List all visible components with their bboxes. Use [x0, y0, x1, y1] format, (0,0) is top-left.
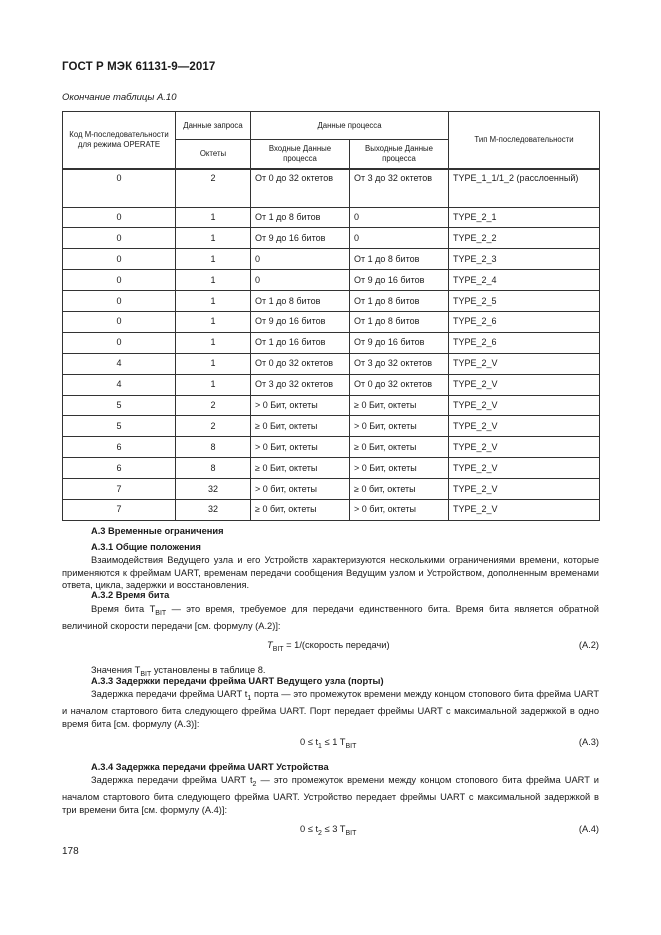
section-a34-text: Задержка передачи фрейма UART $t_2$ — это промежуток времени между концом стопового бита фрейма UART и началом стартового бита следующего фрейма UART. Устройство передает фреймы UART с максимальной задержкой в три времени бита [см. формулу (А.4)]:: [62, 775, 599, 816]
input-pd-cell: От 1 до 8 битов: [251, 207, 350, 228]
mseq-type-cell: TYPE_2_V: [449, 479, 600, 500]
values-note: Значения $T_{BIT}$ установлены в таблице 8.: [91, 665, 266, 678]
header-mseq-type: Тип M-последовательности: [449, 112, 600, 169]
formula-a2-number: (А.2): [578, 640, 599, 650]
input-pd-cell: От 0 до 32 октетов: [251, 169, 350, 208]
input-pd-cell: 0: [251, 249, 350, 270]
output-pd-cell: От 9 до 16 битов: [350, 332, 449, 353]
table-caption: Окончание таблицы А.10: [62, 92, 177, 103]
header-mseq-code: Код M-последовательности для режима OPERATE: [63, 112, 176, 169]
standard-header: ГОСТ Р МЭК 61131-9—2017: [62, 61, 216, 73]
output-pd-cell: От 3 до 32 октетов: [350, 169, 449, 208]
formula-a2: $T_{BIT}$ = 1/(скорость передачи): [267, 640, 390, 653]
section-a3-title: А.3 Временные ограничения: [91, 526, 224, 536]
table-row: [63, 479, 600, 500]
table-body: [63, 169, 600, 521]
table-row: [63, 332, 600, 353]
input-pd-cell: 0: [251, 270, 350, 291]
table-row: [63, 207, 600, 228]
mseq-type-cell: TYPE_2_V: [449, 416, 600, 437]
page-number: 178: [62, 846, 79, 857]
octets-cell: 8: [176, 458, 251, 479]
octets-cell: 2: [176, 416, 251, 437]
section-a33-title: А.3.3 Задержки передачи фрейма UART Ведущего узла (порты): [91, 676, 384, 686]
table-row: [63, 458, 600, 479]
output-pd-cell: От 1 до 8 битов: [350, 311, 449, 332]
mseq-code-cell: 5: [63, 416, 176, 437]
octets-cell: 8: [176, 437, 251, 458]
mseq-type-cell: TYPE_2_V: [449, 353, 600, 374]
section-a31-text: Взаимодействия Ведущего узла и его Устройств характеризуются несколькими ограничениями времени, которые применяются к фреймам UART, временам передачи сообщения Ведущим узлом и Устройством, дополненным временами ответа, цикла, задержки и восстановления.: [62, 555, 599, 591]
output-pd-cell: > 0 Бит, октеты: [350, 458, 449, 479]
table-row: [63, 169, 600, 208]
section-a34-title: А.3.4 Задержка передачи фрейма UART Устройства: [91, 762, 329, 772]
octets-cell: 2: [176, 395, 251, 416]
table-row: [63, 374, 600, 395]
header-output-pd: Выходные Данные процесса: [350, 140, 449, 169]
table-row: [63, 395, 600, 416]
input-pd-cell: > 0 бит, октеты: [251, 479, 350, 500]
formula-a4: $0 \le t_2 \le 3$ $T_{BIT}$: [300, 824, 357, 837]
table-row: [63, 249, 600, 270]
octets-cell: 1: [176, 374, 251, 395]
table-row: [63, 416, 600, 437]
input-pd-cell: > 0 Бит, октеты: [251, 437, 350, 458]
table-row: [63, 353, 600, 374]
section-a32-text: Время бита $T_{BIT}$ — это время, требуемое для передачи единственного бита. Время бита является обратной величиной скорости передачи [см. формулу (А.2)]:: [62, 604, 599, 632]
octets-cell: 2: [176, 169, 251, 208]
output-pd-cell: > 0 бит, октеты: [350, 499, 449, 520]
mseq-type-cell: TYPE_2_V: [449, 499, 600, 520]
table-row: [63, 311, 600, 332]
mseq-code-cell: 0: [63, 207, 176, 228]
table-row: [63, 499, 600, 520]
octets-cell: 1: [176, 332, 251, 353]
mseq-type-cell: TYPE_2_6: [449, 332, 600, 353]
output-pd-cell: 0: [350, 228, 449, 249]
octets-cell: 1: [176, 311, 251, 332]
mseq-type-cell: TYPE_2_V: [449, 458, 600, 479]
output-pd-cell: От 0 до 32 октетов: [350, 374, 449, 395]
mseq-code-cell: 7: [63, 479, 176, 500]
octets-cell: 1: [176, 228, 251, 249]
mseq-code-cell: 4: [63, 353, 176, 374]
mseq-code-cell: 5: [63, 395, 176, 416]
header-process-data: Данные процесса: [251, 112, 449, 140]
section-a31-title: А.3.1 Общие положения: [91, 542, 201, 552]
mseq-type-cell: TYPE_2_V: [449, 395, 600, 416]
octets-cell: 32: [176, 499, 251, 520]
input-pd-cell: От 9 до 16 битов: [251, 311, 350, 332]
octets-cell: 1: [176, 249, 251, 270]
mseq-type-cell: TYPE_1_1/1_2 (расслоенный): [449, 169, 600, 208]
formula-a3-number: (А.3): [578, 737, 599, 747]
octets-cell: 1: [176, 207, 251, 228]
input-pd-cell: От 9 до 16 битов: [251, 228, 350, 249]
header-input-pd: Входные Данные процесса: [251, 140, 350, 169]
mseq-table: [62, 111, 600, 521]
mseq-type-cell: TYPE_2_3: [449, 249, 600, 270]
formula-a3: $0 \le t_1 \le 1$ $T_{BIT}$: [300, 737, 357, 750]
octets-cell: 1: [176, 353, 251, 374]
output-pd-cell: ≥ 0 бит, октеты: [350, 479, 449, 500]
mseq-type-cell: TYPE_2_V: [449, 437, 600, 458]
mseq-type-cell: TYPE_2_6: [449, 311, 600, 332]
mseq-type-cell: TYPE_2_2: [449, 228, 600, 249]
output-pd-cell: От 1 до 8 битов: [350, 249, 449, 270]
formula-a4-number: (А.4): [578, 824, 599, 834]
mseq-code-cell: 0: [63, 249, 176, 270]
input-pd-cell: ≥ 0 бит, октеты: [251, 499, 350, 520]
input-pd-cell: От 3 до 32 октетов: [251, 374, 350, 395]
input-pd-cell: > 0 Бит, октеты: [251, 395, 350, 416]
mseq-code-cell: 4: [63, 374, 176, 395]
mseq-code-cell: 6: [63, 458, 176, 479]
mseq-code-cell: 0: [63, 270, 176, 291]
output-pd-cell: ≥ 0 Бит, октеты: [350, 395, 449, 416]
output-pd-cell: От 9 до 16 битов: [350, 270, 449, 291]
output-pd-cell: ≥ 0 Бит, октеты: [350, 437, 449, 458]
table-row: [63, 437, 600, 458]
input-pd-cell: От 1 до 16 битов: [251, 332, 350, 353]
mseq-type-cell: TYPE_2_5: [449, 291, 600, 312]
mseq-code-cell: 0: [63, 311, 176, 332]
output-pd-cell: От 1 до 8 битов: [350, 291, 449, 312]
header-request-data: Данные запроса: [176, 112, 251, 140]
table-row: [63, 228, 600, 249]
header-octets: Октеты: [176, 140, 251, 169]
mseq-code-cell: 0: [63, 291, 176, 312]
octets-cell: 1: [176, 270, 251, 291]
input-pd-cell: ≥ 0 Бит, октеты: [251, 416, 350, 437]
octets-cell: 32: [176, 479, 251, 500]
mseq-type-cell: TYPE_2_4: [449, 270, 600, 291]
mseq-type-cell: TYPE_2_1: [449, 207, 600, 228]
output-pd-cell: > 0 Бит, октеты: [350, 416, 449, 437]
mseq-code-cell: 7: [63, 499, 176, 520]
mseq-code-cell: 0: [63, 169, 176, 208]
input-pd-cell: От 0 до 32 октетов: [251, 353, 350, 374]
mseq-type-cell: TYPE_2_V: [449, 374, 600, 395]
table-row: [63, 270, 600, 291]
input-pd-cell: ≥ 0 Бит, октеты: [251, 458, 350, 479]
octets-cell: 1: [176, 291, 251, 312]
output-pd-cell: От 3 до 32 октетов: [350, 353, 449, 374]
output-pd-cell: 0: [350, 207, 449, 228]
section-a33-text: Задержка передачи фрейма UART $t_1$ порта — это промежуток времени между концом стопового бита фрейма UART и началом стартового бита следующего фрейма UART. Порт передает фреймы UART с максимальной задержкой в одно время бита [см. формулу (А.3)]:: [62, 689, 599, 730]
table-row: [63, 291, 600, 312]
mseq-code-cell: 0: [63, 332, 176, 353]
mseq-code-cell: 0: [63, 228, 176, 249]
input-pd-cell: От 1 до 8 битов: [251, 291, 350, 312]
section-a32-title: А.3.2 Время бита: [91, 590, 170, 600]
mseq-code-cell: 6: [63, 437, 176, 458]
